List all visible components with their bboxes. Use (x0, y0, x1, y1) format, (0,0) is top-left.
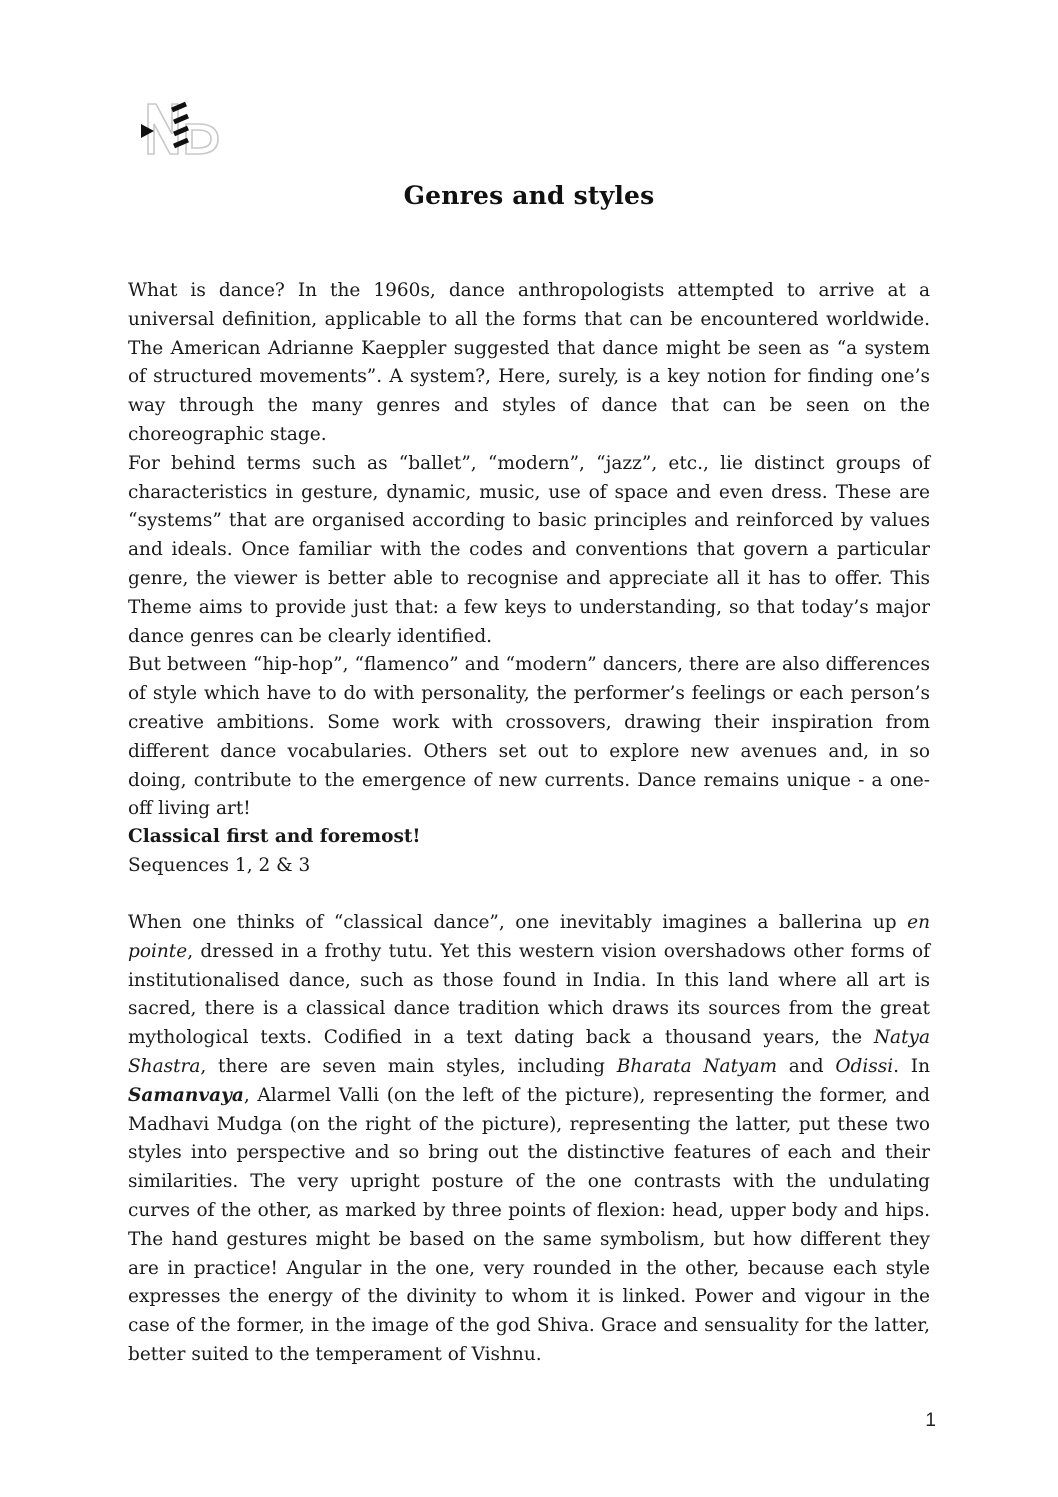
nd-logo (138, 100, 224, 158)
bold-italic-title: Samanvaya (128, 1084, 244, 1106)
text-run: When one thinks of “classical dance”, one inevitably imagines a ballerina up (128, 912, 908, 933)
page-title: Genres and styles (403, 181, 655, 210)
section-paragraph (128, 909, 930, 1370)
section-sequences: Sequences 1, 2 & 3 (128, 854, 311, 876)
text-run: , dressed in a frothy tutu. Yet this western vision overshadows other forms of institutionalised dance, such as those found in India. In this land where all art is sacred, there is a classical dance tradition which draws its sources from the great mythological texts. Codified in a text dating back a thousand years, the (128, 940, 930, 1049)
nd-logo-icon (138, 100, 224, 158)
section-header (128, 823, 930, 881)
italic-term: Bharata Natyam (616, 1055, 778, 1077)
text-run: , Alarmel Valli (on the left of the picture), representing the former, and Madhavi Mudga (on the right of the picture), representing the latter, put these two styles into perspective and so bring out the distinctive features of each and their similarities. The very upright posture of the one contrasts with the undulating curves of the other, as marked by three points of flexion: head, upper body and hips. The hand gestures might be based on the same symbolism, but how different they are in practice! Angular in the one, very rounded in the other, because each style expresses the energy of the divinity to whom it is linked. Power and vigour in the case of the former, in the image of the god Shiva. Grace and sensuality for the latter, better suited to the temperament of Vishnu. (128, 1084, 930, 1365)
intro-paragraph-2: For behind terms such as “ballet”, “modern”, “jazz”, etc., lie distinct groups of characteristics in gesture, dynamic, music, use of space and even dress. These are “systems” that are organised according to basic principles and reinforced by values and ideals. Once familiar with the codes and conventions that govern a particular genre, the viewer is better able to recognise and appreciate all it has to offer. This Theme aims to provide just that: a few keys to understanding, so that today’s major dance genres can be clearly identified. (128, 452, 930, 647)
section-heading: Classical first and foremost! (128, 826, 421, 847)
intro-paragraph-1: What is dance? In the 1960s, dance anthropologists attempted to arrive at a universal definition, applicable to all the forms that can be encountered worldwide. The American Adrianne Kaeppler suggested that dance might be seen as “a system of structured movements”. A system?, Here, surely, is a key notion for finding one’s way through the many genres and styles of dance that can be seen on the choreographic stage. (128, 280, 930, 445)
italic-term: Natya Shastra (128, 1027, 930, 1077)
page-number: 1 (925, 1410, 936, 1431)
text-run: . In (893, 1055, 931, 1077)
italic-term: en pointe (128, 912, 930, 962)
text-run: and (777, 1055, 836, 1077)
intro-paragraph-3: But between “hip-hop”, “flamenco” and “modern” dancers, there are also differences of style which have to do with personality, the performer’s feelings or each person’s creative ambitions. Some work with crossovers, drawing their inspiration from different dance vocabularies. Others set out to explore new avenues and, in so doing, contribute to the emergence of new currents. Dance remains unique - a one-off living art! (128, 654, 930, 820)
section-text (128, 909, 930, 1370)
text-run: , there are seven main styles, including (200, 1055, 617, 1077)
intro-text (128, 277, 930, 824)
italic-term: Odissi (835, 1055, 894, 1077)
